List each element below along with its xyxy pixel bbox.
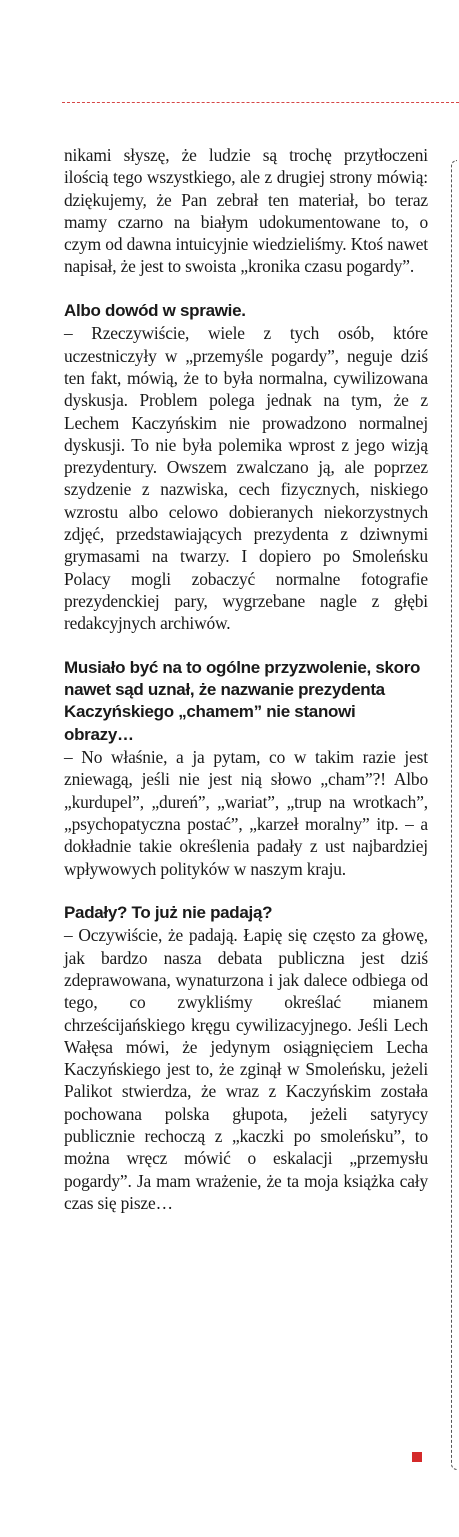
interview-answer: – Rzeczywiście, wiele z tych osób, które uczestniczyły w „przemyśle pogardy”, neguje dziś ten fakt, mówią, że to była normalna, cywilizowana dyskusja. Problem polega jednak na tym, że z Lechem Kaczyńskim nie prowadzono normalnej dyskusji. To nie była polemika wprost z jego wizją prezydentury. Owszem zwalczano ją, ale poprzez szydzenie z nazwiska, cech fizycznych, niskiego wzrostu albo celowo dobieranych niekorzystnych zdjęć, przedstawiających prezydenta z dziwnymi grymasami na twarzy. I dopiero po Smoleńsku Polacy mogli zobaczyć normalne fotografie prezydenckiej pary, wygrzebane nagle z głębi redakcyjnych archiwów. (64, 323, 428, 634)
intro-paragraph: nikami słyszę, że ludzie są trochę przytłoczeni ilością tego wszystkiego, ale z drugiej strony mówią: dziękujemy, że Pan zebrał ten materiał, bo teraz mamy czarno na białym udokumentowane to, o czym od dawna intuicyjnie wiedzieliśmy. Ktoś nawet napisał, że jest to swoista „kronika czasu pogardy”. (64, 145, 428, 277)
interview-question: Albo dowód w sprawie. (64, 301, 246, 321)
qa-block (64, 300, 428, 634)
top-dashed-divider (62, 102, 459, 103)
interview-article (64, 144, 428, 1214)
interview-answer: – No właśnie, a ja pytam, co w takim razie jest zniewagą, jeśli nie jest nią słowo „cham”?! Albo „kurdupel”, „dureń”, „wariat”, „trup na wrotkach”, „psychopatyczna postać”, „karzeł moralny” itp. – a dokładnie takie określenia padały z ust najbardziej wpływowych polityków w naszym kraju. (64, 747, 428, 879)
qa-block (64, 657, 428, 880)
article-end-square-icon (412, 1452, 422, 1462)
side-dashed-bracket (451, 160, 457, 1470)
qa-block (64, 902, 428, 1214)
interview-answer: – Oczywiście, że padają. Łapię się często za głowę, jak bardzo nasza debata publiczna jest dziś zdeprawowana, wynaturzona i jak dalece odbiega od tego, co zwykliśmy określać mianem chrześcijańskiego kręgu cywilizacyjnego. Jeśli Lech Wałęsa mówi, że jedynym osiągnięciem Lecha Kaczyńskiego jest to, że zginął w Smoleńsku, jeżeli Palikot stwierdza, że wraz z Kaczyńskim została pochowana polska głupota, jeżeli satyrycy publicznie rechoczą z „kaczki po smoleńsku”, to można wręcz mówić o eskalacji „przemysłu pogardy”. Ja mam wrażenie, że ta moja książka cały czas się pisze… (64, 925, 428, 1213)
interview-question: Musiało być na to ogólne przyzwolenie, skoro nawet sąd uznał, że nazwanie prezydenta Kaczyńskiego „chamem” nie stanowi obrazy… (64, 657, 421, 744)
interview-question: Padały? To już nie padają? (64, 903, 273, 923)
